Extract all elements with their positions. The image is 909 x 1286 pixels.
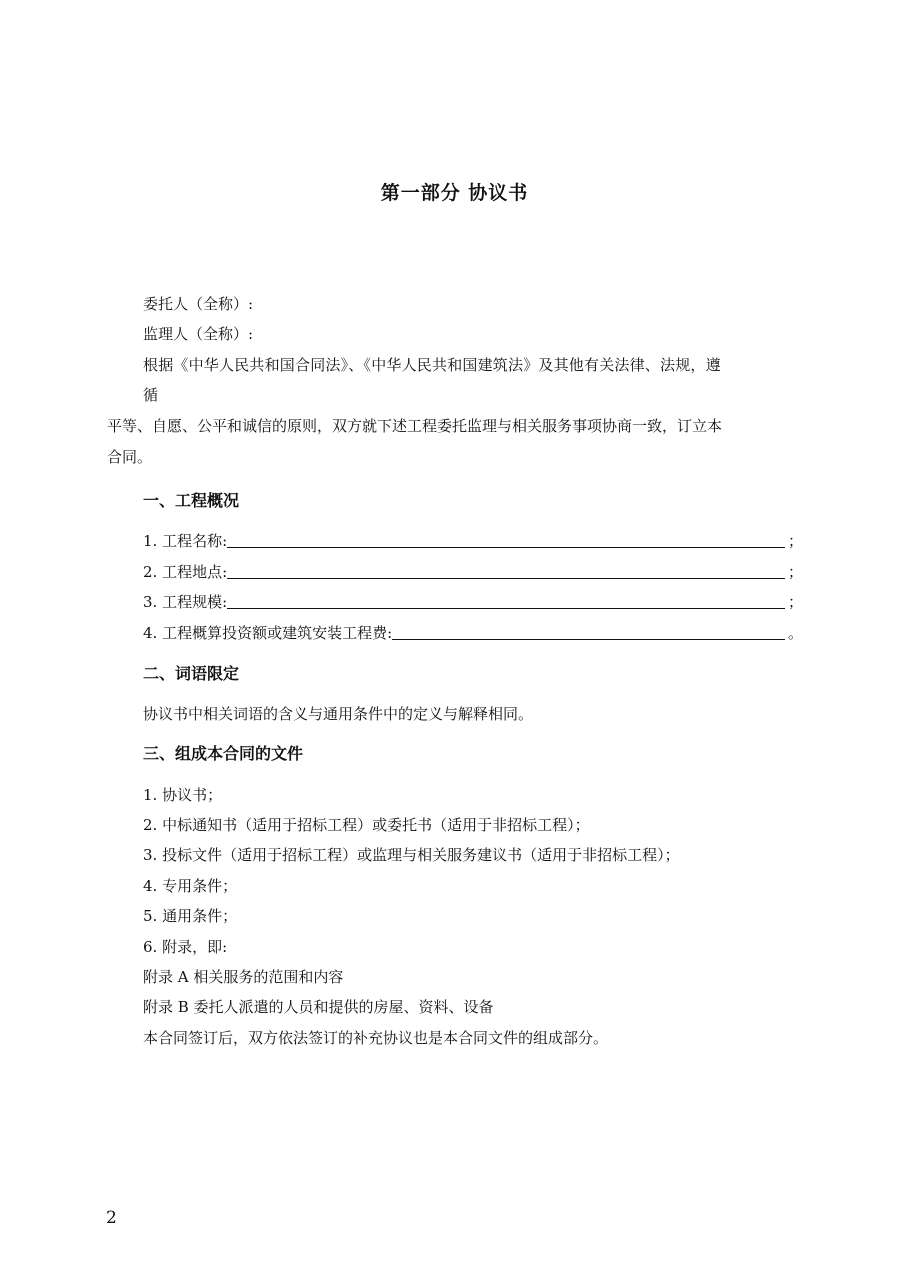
document-list-item: 6. 附录，即: [143, 938, 228, 956]
supplement-note: 本合同签订后，双方依法签订的补充协议也是本合同文件的组成部分。 [143, 1029, 609, 1047]
field-label: 1. 工程名称: [143, 532, 228, 550]
supervisor-label: 监理人（全称）: [143, 325, 254, 343]
blank-line [227, 564, 785, 579]
field-project-scale [143, 592, 803, 612]
section-heading-project-overview: 一、工程概况 [143, 491, 240, 510]
appendix-a: 附录 A 相关服务的范围和内容 [143, 968, 344, 986]
page-number: 2 [106, 1208, 117, 1228]
document-list-item: 4. 专用条件； [143, 877, 238, 895]
basis-paragraph-line3: 平等、自愿、公平和诚信的原则，双方就下述工程委托监理与相关服务事项协商一致，订立本 [107, 417, 723, 435]
document-list-item: 2. 中标通知书（适用于招标工程）或委托书（适用于非招标工程）； [143, 816, 590, 834]
basis-paragraph-line1: 根据《中华人民共和国合同法》、《中华人民共和国建筑法》及其他有关法律、法规，遵 [143, 356, 721, 374]
field-end: 。 [787, 624, 803, 642]
field-end: ； [787, 532, 803, 550]
blank-line [227, 594, 785, 609]
section-heading-contract-documents: 三、组成本合同的文件 [143, 744, 304, 763]
appendix-b: 附录 B 委托人派遣的人员和提供的房屋、资料、设备 [143, 998, 494, 1016]
field-end: ； [787, 563, 803, 581]
field-project-location [143, 562, 803, 582]
client-label: 委托人（全称）: [143, 295, 254, 313]
field-project-name [143, 531, 803, 551]
terms-text: 协议书中相关词语的含义与通用条件中的定义与解释相同。 [143, 705, 534, 723]
field-label: 2. 工程地点: [143, 563, 228, 581]
section-heading-terms: 二、词语限定 [143, 664, 240, 683]
field-end: ； [787, 593, 803, 611]
field-label: 3. 工程规模: [143, 593, 228, 611]
document-list-item: 1. 协议书； [143, 786, 223, 804]
page-title: 第一部分 协议书 [380, 182, 529, 204]
basis-paragraph-line2: 循 [143, 386, 159, 404]
document-list-item: 5. 通用条件； [143, 907, 238, 925]
document-list-item: 3. 投标文件（适用于招标工程）或监理与相关服务建议书（适用于非招标工程）； [143, 846, 680, 864]
basis-paragraph-line4: 合同。 [107, 448, 153, 466]
blank-line [392, 625, 785, 640]
field-label: 4. 工程概算投资额或建筑安装工程费: [143, 624, 393, 642]
blank-line [227, 533, 785, 548]
field-project-budget [143, 623, 803, 643]
